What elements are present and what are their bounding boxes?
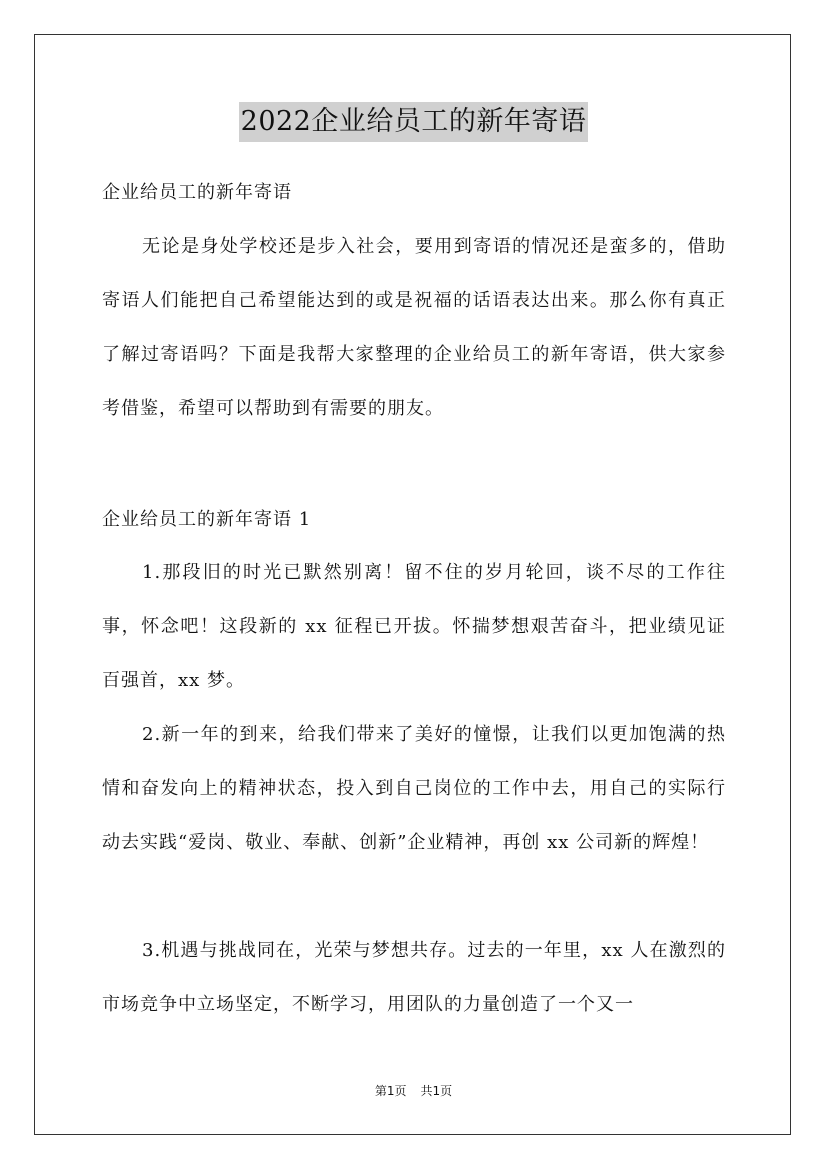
document-subtitle: 企业给员工的新年寄语 (102, 182, 292, 203)
body-paragraph-3: 3.机遇与挑战同在，光荣与梦想共存。过去的一年里，xx 人在激烈的市场竞争中立场坚定，不断学习，用团队的力量创造了一个又一 (102, 940, 726, 1015)
page-number: 第1页 (374, 1084, 407, 1098)
intro-paragraph: 无论是身处学校还是步入社会，要用到寄语的情况还是蛮多的，借助寄语人们能把自己希望能达到的或是祝福的话语表达出来。那么你有真正了解过寄语吗？下面是我帮大家整理的企业给员工的新年寄语，供大家参考借鉴，希望可以帮助到有需要的朋友。 (102, 236, 726, 419)
body-paragraph-2: 2.新一年的到来，给我们带来了美好的憧憬，让我们以更加饱满的热情和奋发向上的精神状态，投入到自己岗位的工作中去，用自己的实际行动去实践“爱岗、敬业、奉献、创新”企业精神，再创 xx 公司新的辉煌！ (102, 724, 726, 853)
section-heading: 企业给员工的新年寄语 1 (102, 509, 312, 530)
title-wrap (0, 102, 827, 142)
document-title: 2022企业给员工的新年寄语 (239, 102, 589, 142)
page-footer (0, 1082, 827, 1100)
page-total: 共1页 (420, 1084, 453, 1098)
body-paragraph-1: 1.那段旧的时光已默然别离！留不住的岁月轮回，谈不尽的工作往事，怀念吧！这段新的 xx 征程已开拔。怀揣梦想艰苦奋斗，把业绩见证百强首，xx 梦。 (102, 562, 726, 691)
